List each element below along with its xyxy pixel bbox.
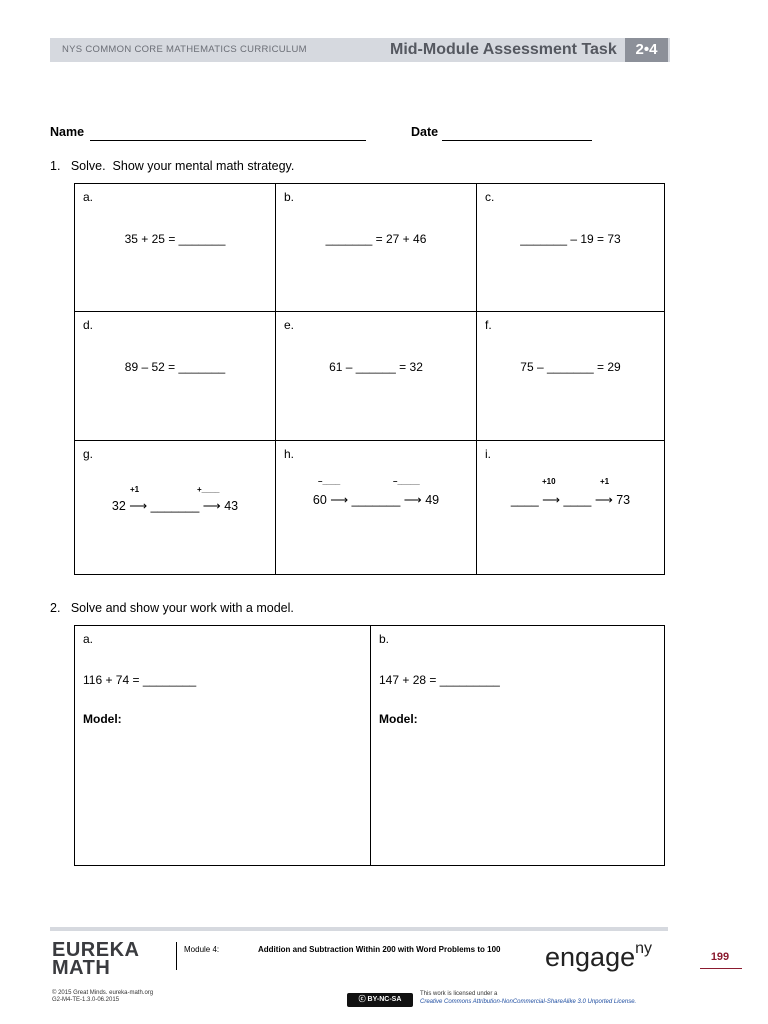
model-label: Model: xyxy=(379,712,418,726)
engageny-logo: engage$^{ny}$ xyxy=(545,940,653,972)
equation: 89 – 52 = _______ xyxy=(124,360,226,374)
cell-label: b. xyxy=(284,190,295,204)
page-number-underline xyxy=(700,968,742,969)
equation: 116 + 74 = ________ xyxy=(83,673,197,687)
cell-label: h. xyxy=(284,447,295,461)
model-label: Model: xyxy=(83,712,122,726)
cell-label: c. xyxy=(485,190,495,204)
cell-i[interactable] xyxy=(477,441,665,575)
cell-a[interactable] xyxy=(75,184,276,312)
footer-divider xyxy=(176,942,177,970)
license-link[interactable]: Creative Commons Attribution-NonCommercial-ShareAlike 3.0 Unported License. xyxy=(420,999,637,1005)
arrow-chain: 60 ⟶ _______ ⟶ 49 xyxy=(312,493,440,507)
date-label: Date xyxy=(411,125,439,139)
footer-bar xyxy=(50,927,668,931)
equation: 75 – _______ = 29 xyxy=(520,360,621,374)
equation: _______ = 27 + 46 xyxy=(325,232,427,246)
cell-g[interactable] xyxy=(75,441,276,575)
arrow-chain: ____ ⟶ ____ ⟶ 73 xyxy=(510,493,631,507)
cell-e[interactable] xyxy=(276,312,477,441)
equation: 61 – ______ = 32 xyxy=(329,360,423,374)
cell-f[interactable] xyxy=(477,312,665,441)
equation: 35 + 25 = _______ xyxy=(124,232,226,246)
module-title: Addition and Subtraction Within 200 with Word Problems to 100 xyxy=(258,945,501,954)
question-1-prompt: 1. Solve. Show your mental math strategy. xyxy=(50,159,295,173)
question-2-prompt: 2. Solve and show your work with a model. xyxy=(50,601,294,615)
cell-label: g. xyxy=(83,447,94,461)
jump-label-1: +1 xyxy=(130,485,140,494)
eureka-math-logo: EUREKA MATH xyxy=(52,939,140,979)
cell-label: e. xyxy=(284,318,295,332)
jump-label-2: –_____ xyxy=(393,477,420,486)
creative-commons-badge: ⓒ BY-NC-SA xyxy=(347,993,413,1007)
jump-label-2: +1 xyxy=(600,477,610,486)
date-field[interactable] xyxy=(442,140,592,141)
cell-label: f. xyxy=(485,318,492,332)
module-number: Module 4: xyxy=(184,945,220,954)
question-2-grid xyxy=(74,625,665,866)
cell-b[interactable] xyxy=(276,184,477,312)
cell-2b[interactable] xyxy=(371,626,665,866)
jump-label-2: +____ xyxy=(197,485,220,494)
page-number: 199 xyxy=(710,951,730,963)
question-1-grid xyxy=(74,183,665,575)
cell-label: d. xyxy=(83,318,94,332)
cell-d[interactable] xyxy=(75,312,276,441)
equation: 147 + 28 = _________ xyxy=(379,673,500,687)
license-text: This work is licensed under a Creative Commons Attribution-NonCommercial-ShareAlike 3.0 Unported License. xyxy=(420,991,637,1005)
cell-label: i. xyxy=(485,447,491,461)
cell-h[interactable] xyxy=(276,441,477,575)
arrow-chain: 32 ⟶ _______ ⟶ 43 xyxy=(111,499,239,513)
cell-label: a. xyxy=(83,190,94,204)
task-title: Mid-Module Assessment Task xyxy=(390,41,617,58)
cell-label: a. xyxy=(83,632,94,646)
cell-c[interactable] xyxy=(477,184,665,312)
cell-label: b. xyxy=(379,632,390,646)
jump-label-1: –____ xyxy=(318,477,341,486)
name-label: Name xyxy=(50,125,85,139)
copyright: © 2015 Great Minds. eureka-math.org G2-M4-TE-1.3.0-06.2015 xyxy=(52,990,154,1003)
name-field[interactable] xyxy=(90,140,366,141)
equation: _______ – 19 = 73 xyxy=(520,232,621,246)
grade-module-badge: 2•4 xyxy=(625,38,668,62)
curriculum-label: NYS COMMON CORE MATHEMATICS CURRICULUM xyxy=(62,44,307,55)
jump-label-1: +10 xyxy=(542,477,556,486)
cell-2a[interactable] xyxy=(75,626,371,866)
